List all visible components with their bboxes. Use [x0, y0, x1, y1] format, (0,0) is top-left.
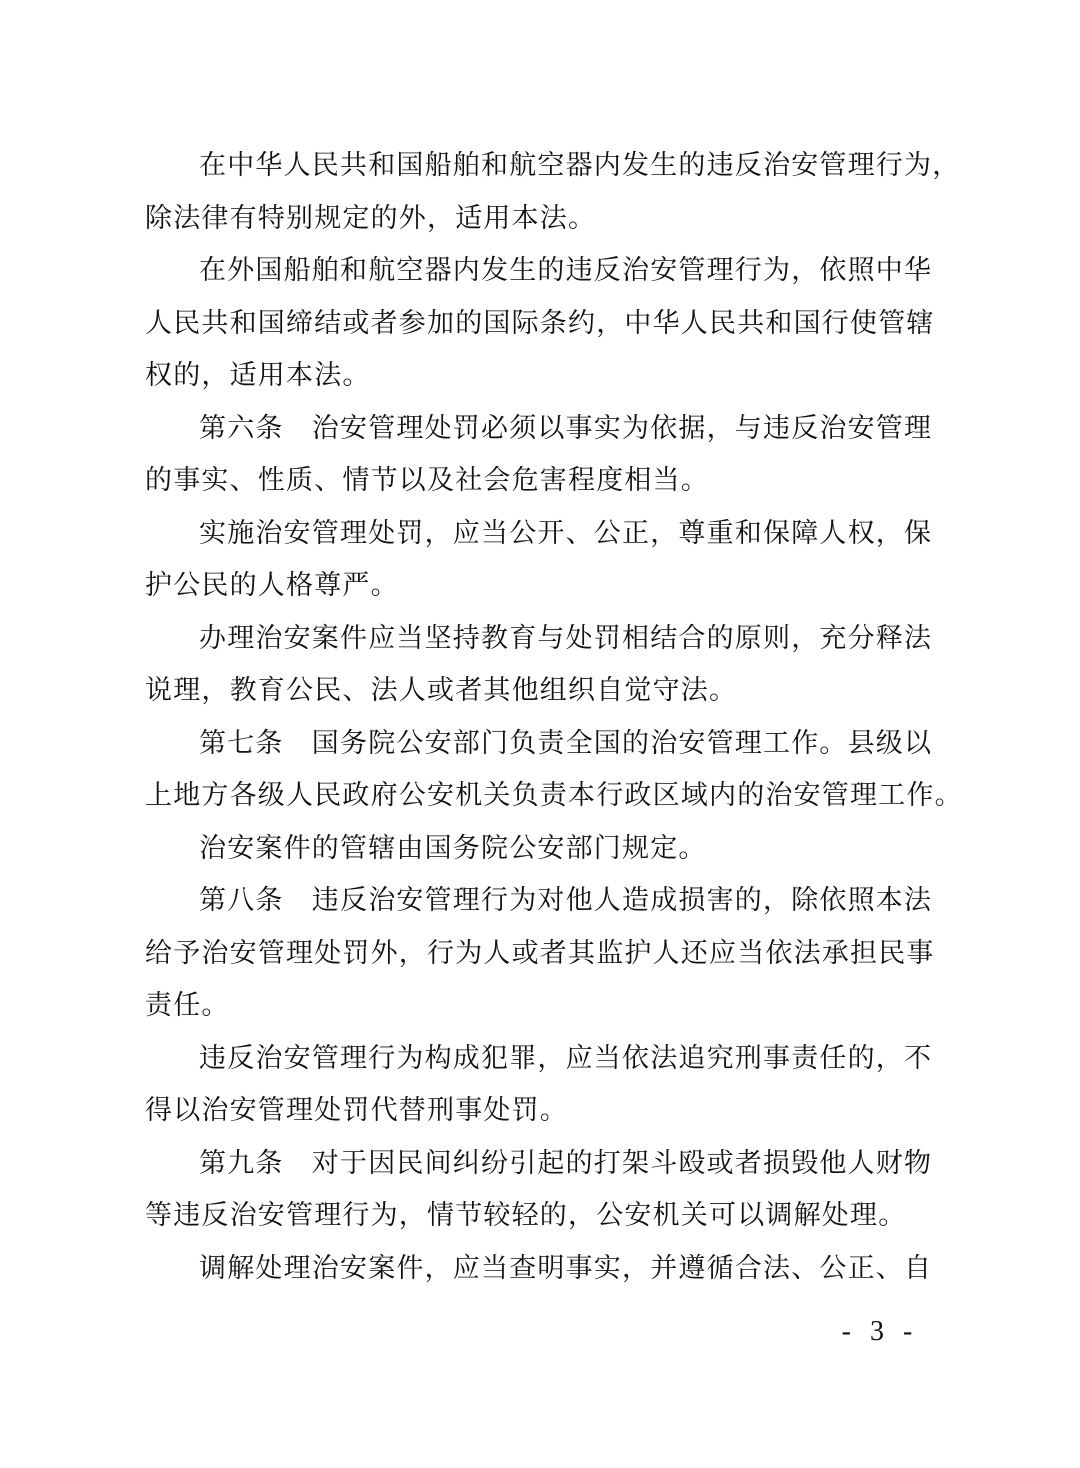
- text-line: 第七条 国务院公安部门负责全国的治安管理工作。县级以: [199, 727, 933, 759]
- text-line: 治安案件的管辖由国务院公安部门规定。: [199, 832, 707, 864]
- paragraph: [145, 1243, 950, 1296]
- text-line: 第六条 治安管理处罚必须以事实为依据，与违反治安管理: [199, 412, 933, 444]
- article-9-paragraph: [145, 1138, 950, 1243]
- page-number: - 3 -: [841, 1316, 919, 1347]
- text-line: 护公民的人格尊严。: [145, 570, 399, 601]
- paragraph: [145, 508, 950, 613]
- text-line: 等违反治安管理行为，情节较轻的，公安机关可以调解处理。: [145, 1200, 907, 1231]
- text-line: 上地方各级人民政府公安机关负责本行政区域内的治安管理工作。: [145, 780, 963, 811]
- text-line: 除法律有特别规定的外，适用本法。: [145, 202, 597, 234]
- text-line: 权的，适用本法。: [145, 360, 371, 391]
- text-line: 办理治安案件应当坚持教育与处罚相结合的原则，充分释法: [199, 622, 933, 654]
- document-body: [145, 140, 963, 1295]
- paragraph: [145, 1033, 950, 1138]
- paragraph: [145, 140, 961, 245]
- text-line: 得以治安管理处罚代替刑事处罚。: [145, 1095, 568, 1126]
- article-8-paragraph: [145, 875, 950, 1033]
- article-7-paragraph: [145, 718, 963, 823]
- text-line: 第九条 对于因民间纠纷引起的打架斗殴或者损毁他人财物: [199, 1147, 933, 1179]
- text-line: 责任。: [145, 990, 230, 1021]
- text-line: 人民共和国缔结或者参加的国际条约，中华人民共和国行使管辖: [145, 307, 935, 339]
- text-line: 在外国船舶和航空器内发生的违反治安管理行为，依照中华: [199, 255, 933, 286]
- text-line: 给予治安管理处罚外，行为人或者其监护人还应当依法承担民事: [145, 937, 935, 969]
- text-line: 违反治安管理行为构成犯罪，应当依法追究刑事责任的，不: [199, 1042, 933, 1074]
- paragraph: [145, 245, 950, 403]
- article-6-paragraph: [145, 403, 950, 508]
- text-line: 实施治安管理处罚，应当公开、公正，尊重和保障人权，保: [199, 517, 933, 549]
- text-line: 第八条 违反治安管理行为对他人造成损害的，除依照本法: [199, 885, 933, 916]
- text-line: 调解处理治安案件，应当查明事实，并遵循合法、公正、自: [199, 1252, 933, 1284]
- text-line: 的事实、性质、情节以及社会危害程度相当。: [145, 465, 709, 496]
- text-line: 说理，教育公民、法人或者其他组织自觉守法。: [145, 675, 738, 706]
- paragraph: [145, 823, 950, 876]
- paragraph: [145, 613, 950, 718]
- text-line: 在中华人民共和国船舶和航空器内发生的违反治安管理行为，: [199, 150, 961, 181]
